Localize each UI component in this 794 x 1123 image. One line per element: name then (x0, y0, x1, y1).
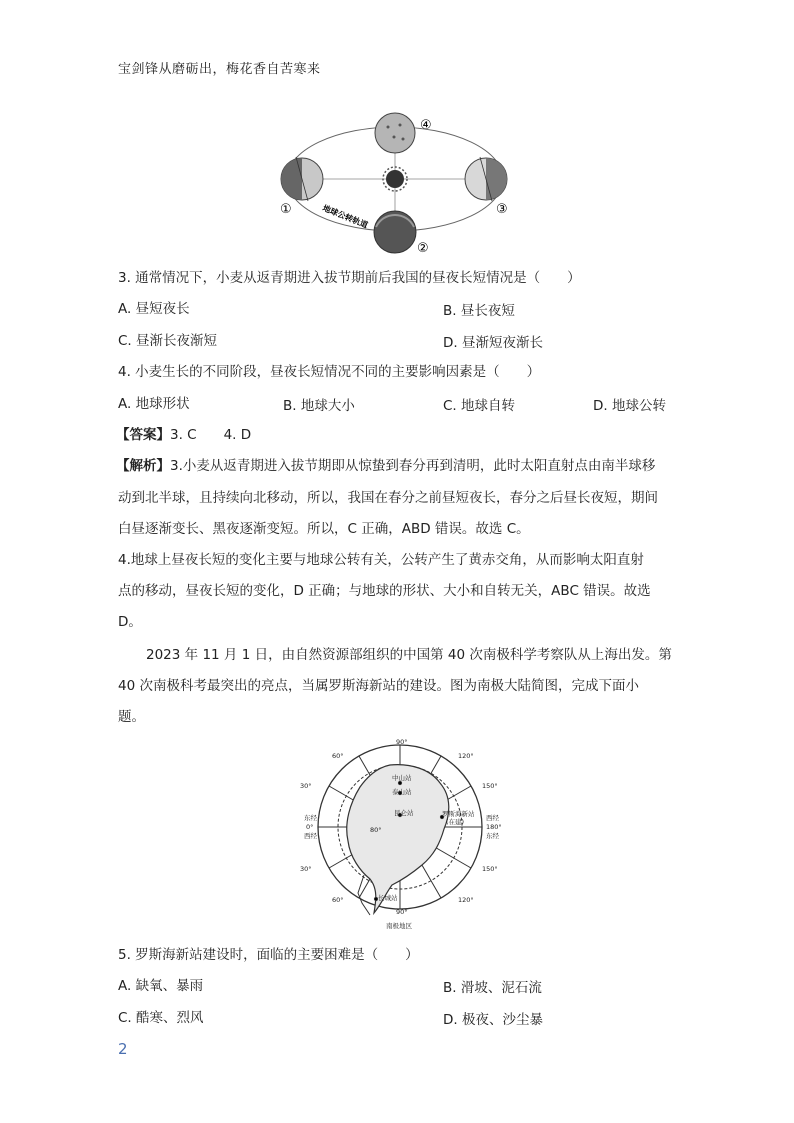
question-3-stem: 3. 通常情况下，小麦从返青期进入拔节期前后我国的昼夜长短情况是（ ） (118, 270, 581, 286)
q5-option-b: B. 滑坡、泥石流 (443, 980, 542, 996)
svg-text:60°: 60° (332, 752, 344, 760)
q3-option-d: D. 昼渐短夜渐长 (443, 335, 543, 351)
q5-option-d: D. 极夜、沙尘暴 (443, 1012, 543, 1028)
svg-text:80°: 80° (370, 826, 382, 834)
earth-position-4 (375, 113, 415, 153)
earth-position-1 (281, 157, 323, 201)
analysis-line-6: D。 (118, 614, 142, 630)
svg-text:泰山站: 泰山站 (392, 788, 412, 796)
intro-line-3: 题。 (118, 709, 145, 725)
analysis-line-1: 【解析】3.小麦从返青期进入拔节期即从惊蛰到春分再到清明，此时太阳直射点由南半球移 (116, 458, 656, 474)
intro-line-2: 40 次南极科考最突出的亮点，当属罗斯海新站的建设。图为南极大陆简图，完成下面小 (118, 678, 639, 694)
svg-text:120°: 120° (458, 896, 474, 904)
label-4: ④ (420, 118, 432, 133)
svg-text:昆仑站: 昆仑站 (394, 809, 414, 817)
q3-option-c: C. 昼渐长夜渐短 (118, 333, 218, 349)
svg-text:长城站: 长城站 (378, 894, 398, 902)
svg-text:东经: 东经 (304, 814, 317, 822)
page-number: 2 (118, 1040, 128, 1058)
answer-text: 3. C 4. D (170, 427, 252, 443)
svg-text:中山站: 中山站 (392, 774, 412, 782)
analysis-label: 【解析】 (116, 458, 170, 474)
svg-text:30°: 30° (300, 865, 312, 873)
earth-orbit-figure (270, 105, 520, 257)
q4-option-a: A. 地球形状 (118, 396, 190, 412)
svg-text:西经: 西经 (304, 832, 317, 840)
question-5-stem: 5. 罗斯海新站建设时，面临的主要困难是（ ） (118, 947, 419, 963)
label-2: ② (417, 241, 429, 256)
q3-option-b: B. 昼长夜短 (443, 303, 515, 319)
svg-text:(在建): (在建) (446, 818, 465, 826)
q5-option-a: A. 缺氧、暴雨 (118, 978, 204, 994)
intro-line-1: 2023 年 11 月 1 日，由自然资源部组织的中国第 40 次南极科学考察队从上海出发。第 (146, 647, 672, 663)
svg-text:东经: 东经 (486, 832, 499, 840)
analysis-line-4: 4.地球上昼夜长短的变化主要与地球公转有关，公转产生了黄赤交角，从而影响太阳直射 (118, 552, 644, 568)
svg-text:150°: 150° (482, 865, 498, 873)
svg-text:120°: 120° (458, 752, 474, 760)
analysis-line-3: 白昼逐渐变长、黑夜逐渐变短。所以，C 正确，ABD 错误。故选 C。 (118, 521, 530, 537)
label-1: ① (280, 202, 292, 217)
analysis-line-5: 点的移动，昼夜长短的变化，D 正确；与地球的形状、大小和自转无关，ABC 错误。故选 (118, 583, 651, 599)
question-4-stem: 4. 小麦生长的不同阶段，昼夜长短情况不同的主要影响因素是（ ） (118, 364, 541, 380)
svg-text:南极地区: 南极地区 (386, 922, 412, 930)
q4-option-c: C. 地球自转 (443, 398, 516, 414)
svg-text:90°: 90° (396, 738, 408, 746)
orbit-label: 地球公转轨道 (321, 203, 370, 230)
antarctica-coastline (347, 765, 449, 913)
answer-line (116, 425, 251, 445)
answer-label: 【答案】 (116, 427, 170, 443)
antarctica-map-figure (300, 738, 500, 932)
svg-text:西经: 西经 (486, 814, 499, 822)
svg-text:150°: 150° (482, 782, 498, 790)
q4-option-d: D. 地球公转 (593, 398, 666, 414)
svg-text:90°: 90° (396, 908, 408, 916)
svg-text:30°: 30° (300, 782, 312, 790)
svg-text:0°: 0° (306, 823, 314, 831)
svg-text:180°: 180° (486, 823, 502, 831)
earth-position-3 (465, 157, 507, 201)
label-3: ③ (496, 202, 508, 217)
earth-position-2 (374, 211, 416, 253)
analysis-line-2: 动到北半球，且持续向北移动，所以，我国在春分之前昼短夜长，春分之后昼长夜短，期间 (118, 490, 658, 506)
q4-option-b: B. 地球大小 (283, 398, 355, 414)
q3-option-a: A. 昼短夜长 (118, 301, 190, 317)
sun-icon (383, 167, 407, 191)
q5-option-c: C. 酷寒、烈风 (118, 1010, 204, 1026)
svg-text:罗斯海新站: 罗斯海新站 (442, 810, 475, 818)
page-header: 宝剑锋从磨砺出，梅花香自苦寒来 (118, 62, 321, 77)
svg-text:60°: 60° (332, 896, 344, 904)
